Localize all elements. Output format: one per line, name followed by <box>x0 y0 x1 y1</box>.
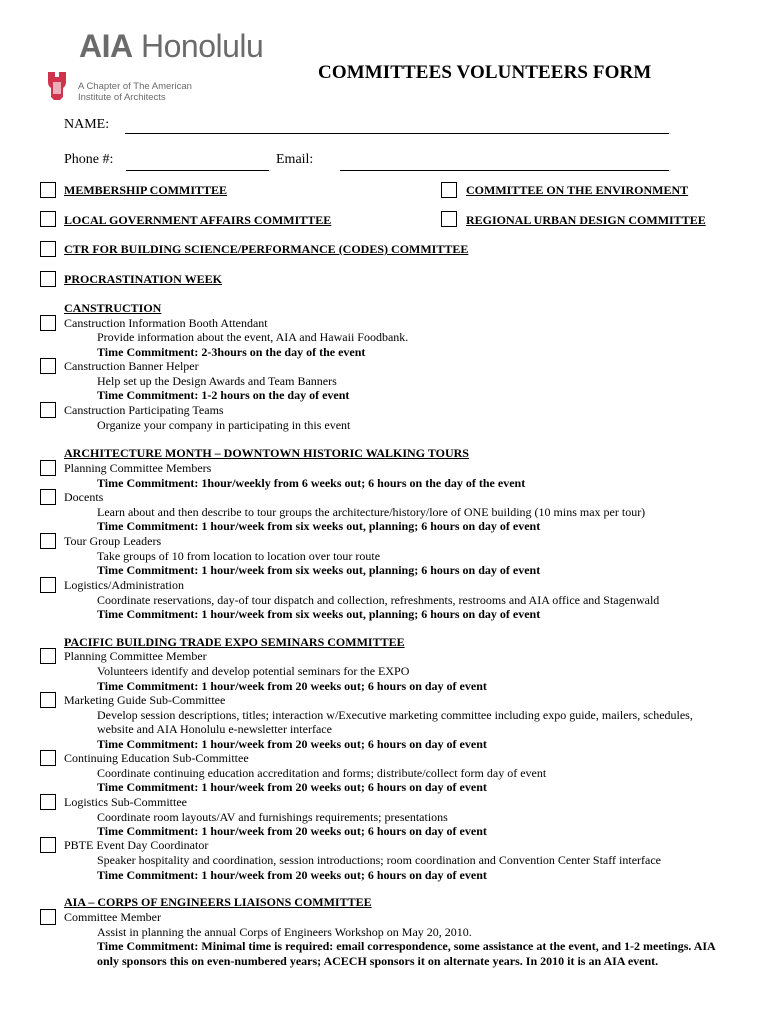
corps-engineers-heading: AIA – CORPS OF ENGINEERS LIAISONS COMMITTEE <box>64 895 372 909</box>
email-field[interactable] <box>340 170 669 171</box>
environment-committee-label: COMMITTEE ON THE ENVIRONMENT <box>466 183 689 197</box>
role-description: Organize your company in participating in this event <box>97 418 351 432</box>
time-commitment: Time Commitment: 1 hour/week from 20 weeks out; 6 hours on day of event <box>97 737 487 751</box>
logo-tagline <box>78 81 192 103</box>
local-gov-checkbox[interactable] <box>40 211 56 227</box>
role-description: Coordinate continuing education accreditation and forms; distribute/collect form day of event <box>97 766 547 780</box>
continuing-ed-checkbox[interactable] <box>40 750 56 766</box>
role-title: Docents <box>64 490 104 504</box>
architecture-month-heading: ARCHITECTURE MONTH – DOWNTOWN HISTORIC WALKING TOURS <box>64 446 469 460</box>
role-title: Canstruction Information Booth Attendant <box>64 316 268 330</box>
local-gov-committee-label: LOCAL GOVERNMENT AFFAIRS COMMITTEE <box>64 213 332 227</box>
role-description: Speaker hospitality and coordination, session introductions; room coordination and Convention Center Staff interface <box>97 853 661 867</box>
logo-tagline-line1: A Chapter of The American <box>78 81 192 92</box>
time-commitment: Time Commitment: 1hour/weekly from 6 weeks out; 6 hours on the day of the event <box>97 476 526 490</box>
role-title: Canstruction Banner Helper <box>64 359 199 373</box>
role-title: Planning Committee Members <box>64 461 212 475</box>
pbte-coordinator-checkbox[interactable] <box>40 837 56 853</box>
time-commitment: Time Commitment: 1 hour/week from six weeks out, planning; 6 hours on day of event <box>97 563 541 577</box>
ctr-building-checkbox[interactable] <box>40 241 56 257</box>
canstruction-booth-checkbox[interactable] <box>40 315 56 331</box>
aia-honolulu-logo <box>79 30 263 62</box>
logistics-admin-checkbox[interactable] <box>40 577 56 593</box>
role-description: website and AIA Honolulu e-newsletter interface <box>97 722 332 736</box>
time-commitment: only sponsors this on even-numbered years; ACECH sponsors it on alternate years. In 2010 it is an AIA event. <box>97 954 659 968</box>
role-title: Planning Committee Member <box>64 649 207 663</box>
time-commitment: Time Commitment: 1 hour/week from six weeks out, planning; 6 hours on day of event <box>97 607 541 621</box>
name-field[interactable] <box>125 133 669 134</box>
role-title: Tour Group Leaders <box>64 534 162 548</box>
environment-checkbox[interactable] <box>441 182 457 198</box>
role-title: Canstruction Participating Teams <box>64 403 224 417</box>
time-commitment: Time Commitment: 2-3hours on the day of the event <box>97 345 366 359</box>
email-label: Email: <box>276 152 314 167</box>
role-title: Marketing Guide Sub-Committee <box>64 693 226 707</box>
tour-leaders-checkbox[interactable] <box>40 533 56 549</box>
role-description: Volunteers identify and develop potential seminars for the EXPO <box>97 664 410 678</box>
role-description: Assist in planning the annual Corps of Engineers Workshop on May 20, 2010. <box>97 925 472 939</box>
role-description: Develop session descriptions, titles; interaction w/Executive marketing committee including expo guide, mailers, schedules, <box>97 708 693 722</box>
name-label: NAME: <box>64 117 110 132</box>
role-description: Learn about and then describe to tour groups the architecture/history/lore of ONE building (10 mins max per tour) <box>97 505 646 519</box>
planning-members-checkbox[interactable] <box>40 460 56 476</box>
time-commitment: Time Commitment: 1-2 hours on the day of event <box>97 388 350 402</box>
regional-urban-committee-label: REGIONAL URBAN DESIGN COMMITTEE <box>466 213 706 227</box>
canstruction-banner-checkbox[interactable] <box>40 358 56 374</box>
time-commitment: Time Commitment: 1 hour/week from six weeks out, planning; 6 hours on day of event <box>97 519 541 533</box>
role-title: PBTE Event Day Coordinator <box>64 838 209 852</box>
regional-urban-checkbox[interactable] <box>441 211 457 227</box>
role-title: Logistics Sub-Committee <box>64 795 187 809</box>
membership-committee-label: MEMBERSHIP COMMITTEE <box>64 183 228 197</box>
role-title: Committee Member <box>64 910 161 924</box>
logo-brand-bold: AIA <box>79 28 133 64</box>
logo-tagline-line2: Institute of Architects <box>78 92 166 103</box>
canstruction-teams-checkbox[interactable] <box>40 402 56 418</box>
pacific-expo-heading: PACIFIC BUILDING TRADE EXPO SEMINARS COMMITTEE <box>64 635 405 649</box>
ctr-building-committee-label: CTR FOR BUILDING SCIENCE/PERFORMANCE (CODES) COMMITTEE <box>64 242 469 256</box>
time-commitment: Time Commitment: 1 hour/week from 20 weeks out; 6 hours on day of event <box>97 868 487 882</box>
docents-checkbox[interactable] <box>40 489 56 505</box>
role-description: Provide information about the event, AIA and Hawaii Foodbank. <box>97 330 409 344</box>
expo-planning-checkbox[interactable] <box>40 648 56 664</box>
phone-label: Phone #: <box>64 152 114 167</box>
aia-eagle-mark-icon <box>44 70 70 107</box>
procrastination-checkbox[interactable] <box>40 271 56 287</box>
role-description: Help set up the Design Awards and Team Banners <box>97 374 337 388</box>
form-title: COMMITTEES VOLUNTEERS FORM <box>318 62 652 83</box>
logistics-sub-checkbox[interactable] <box>40 794 56 810</box>
logo-brand-regular: Honolulu <box>141 28 264 64</box>
time-commitment: Time Commitment: 1 hour/week from 20 weeks out; 6 hours on day of event <box>97 780 487 794</box>
time-commitment: Time Commitment: 1 hour/week from 20 weeks out; 6 hours on day of event <box>97 679 487 693</box>
role-title: Continuing Education Sub-Committee <box>64 751 249 765</box>
role-description: Coordinate reservations, day-of tour dispatch and collection, refreshments, restrooms and AIA office and Stagenwald <box>97 593 660 607</box>
role-description: Take groups of 10 from location to location over tour route <box>97 549 381 563</box>
canstruction-heading: CANSTRUCTION <box>64 301 162 315</box>
time-commitment: Time Commitment: Minimal time is required: email correspondence, some assistance at the event, and 1-2 meetings. AIA <box>97 939 716 953</box>
phone-field[interactable] <box>126 170 269 171</box>
role-title: Logistics/Administration <box>64 578 184 592</box>
membership-checkbox[interactable] <box>40 182 56 198</box>
corps-member-checkbox[interactable] <box>40 909 56 925</box>
procrastination-week-label: PROCRASTINATION WEEK <box>64 272 222 286</box>
time-commitment: Time Commitment: 1 hour/week from 20 weeks out; 6 hours on day of event <box>97 824 487 838</box>
role-description: Coordinate room layouts/AV and furnishings requirements; presentations <box>97 810 448 824</box>
marketing-guide-checkbox[interactable] <box>40 692 56 708</box>
